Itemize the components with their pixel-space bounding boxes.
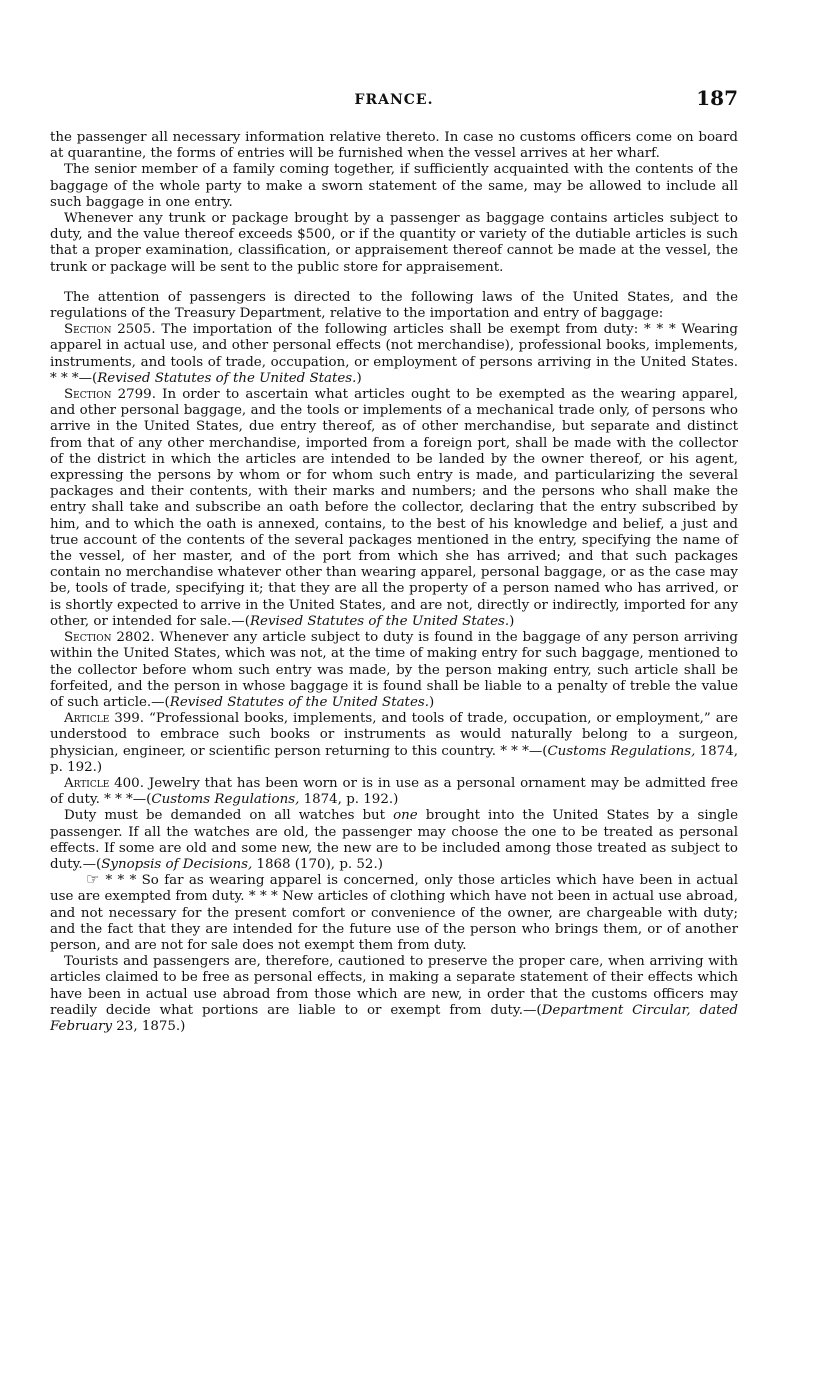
- paragraph-wearing-apparel: [50, 870, 738, 954]
- watches-text-a: Duty must be demanded on all watches but: [64, 808, 394, 824]
- article-399: [50, 711, 738, 776]
- pointing-hand-icon: ☞: [86, 870, 100, 889]
- body-text: [50, 130, 738, 1035]
- citation: Customs Regulations,: [547, 743, 696, 759]
- section-2505: [50, 322, 738, 387]
- paragraph-attention: The attention of passengers is directed to the following laws of the United States, and the regulations of the Treasury Department, relative to the importation and entry of baggage:: [50, 289, 738, 322]
- section-text: The importation of the following articles shall be exempt from duty: * * * Wearing apparel in actual use, and other personal effects (not merchandise), professional books, implements, instruments, and tools of trade, occupation, or employment of persons arriving in the United States. * * *—(: [50, 322, 738, 386]
- citation: Revised Statutes of the United States.: [97, 370, 357, 386]
- citation-end: 1868 (170), p. 52.): [252, 856, 383, 872]
- page-number: 187: [696, 86, 738, 110]
- page-header: [50, 86, 738, 116]
- paragraph-family-entry: The senior member of a family coming together, if sufficiently acquainted with the contents of the baggage of the whole party to make a sworn statement of the same, may be allowed to include all such baggage in one entry.: [50, 162, 738, 210]
- section-label: Section 2799.: [64, 387, 156, 403]
- citation: Department Circular, dated February: [50, 1002, 738, 1034]
- section-gap: [50, 276, 738, 290]
- citation-end: 23, 1875.): [112, 1018, 186, 1034]
- wearing-apparel-text: * * * So far as wearing apparel is concerned, only those articles which have been in actual use are exempted from duty. * * * New articles of clothing which have not been in actual use abroad, and not necessary for the present comfort or convenience of the owner, are chargeable with duty; and the fact that they are intended for the future use of the person who brings them, or of another person, and are not for sale does not exempt them from duty.: [50, 873, 738, 953]
- article-text: “Professional books, implements, and tools of trade, occupation, or employment,” are understood to embrace such books or instruments as would naturally belong to a surgeon, physician, engineer, or scientific person returning to this country. * * *—(: [50, 711, 739, 759]
- article-400: [50, 776, 738, 808]
- citation-end: 1874, p. 192.): [50, 743, 738, 775]
- section-label: Section 2505.: [64, 322, 156, 338]
- paragraph-watches: [50, 808, 738, 873]
- article-text: Jewelry that has been worn or is in use as a personal ornament may be admitted free of duty. * * *—(: [50, 775, 738, 808]
- paragraph-continuation: the passenger all necessary information relative thereto. In case no customs officers come on board at quarantine, the forms of entries will be furnished when the vessel arrives at her wharf.: [50, 130, 738, 162]
- section-text: In order to ascertain what articles ought to be exempted as the wearing apparel, and other personal baggage, and the tools or implements of a mechanical trade only, of persons who arrive in the United States, due entry thereof, as of other merchandise, but separate and distinct from that of any other merchandise, imported from a foreign port, shall be made with the collector of the district in which the articles are intended to be landed by the owner thereof, or his agent, expressing the persons by whom or for whom such entry is made, and particularizing the several packages and their contents, with their marks and numbers; and the persons who shall make the entry shall take and subscribe an oath before the collector, declaring that the entry subscribed by him, and to which the oath is annexed, contains, to the best of his knowledge and belief, a just and true account of the contents of the several packages mentioned in the entry, specifying the name of the vessel, of her master, and of the port from which she has arrived; and that such packages contain no merchandise whatever other than wearing apparel, personal baggage, or as the case may be, tools of trade, specifying it; that they are all the property of a person named who has arrived, or is shortly expected to arrive in the United States, and are not, directly or indirectly, imported for any other, or intended for sale.—(: [50, 387, 738, 629]
- section-text: Whenever any article subject to duty is found in the baggage of any person arriving within the United States, which was not, at the time of making entry for such baggage, mentioned to the collector before whom such entry was made, by the person making entry, such article shall be forfeited, and the person in whose baggage it is found shall be liable to a penalty of treble the value of such article.—(: [50, 630, 738, 710]
- running-head: FRANCE.: [354, 92, 434, 108]
- tourists-text: Tourists and passengers are, therefore, cautioned to preserve the proper care, when arriving with articles claimed to be free as personal effects, in making a separate statement of their effects which have been in actual use abroad from those which are new, in order that the customs officers may readily decide what portions are liable to or exempt from duty.—(: [50, 954, 738, 1018]
- section-2802: [50, 630, 738, 711]
- section-label: Section 2802.: [64, 630, 155, 646]
- watches-text-b: brought into the United States by a single passenger. If all the watches are old, the passenger may choose the one to be treated as personal effects. If some are old and some new, the new are to be included among those treated as subject to duty.—(: [50, 808, 739, 872]
- citation-end: ): [429, 694, 435, 710]
- citation: Customs Regulations,: [151, 792, 300, 808]
- article-label: Article 399.: [64, 711, 145, 727]
- citation: Revised Statutes of the United States.: [249, 613, 510, 629]
- citation: Revised Statutes of the United States.: [169, 694, 429, 710]
- citation-end: 1874, p. 192.): [299, 792, 399, 808]
- section-2799: [50, 387, 738, 630]
- paragraph-tourists: [50, 954, 738, 1035]
- paragraph-appraisement: Whenever any trunk or package brought by a passenger as baggage contains articles subject to duty, and the value thereof exceeds $500, or if the quantity or variety of the dutiable articles is such that a proper examination, classification, or appraisement thereof cannot be made at the vessel, the trunk or package will be sent to the public store for appraisement.: [50, 211, 738, 275]
- citation-end: ): [509, 613, 515, 629]
- emphasis-one: one: [393, 808, 418, 824]
- citation: Synopsis of Decisions,: [101, 856, 253, 872]
- article-label: Article 400.: [64, 775, 144, 791]
- citation-end: ): [356, 370, 362, 386]
